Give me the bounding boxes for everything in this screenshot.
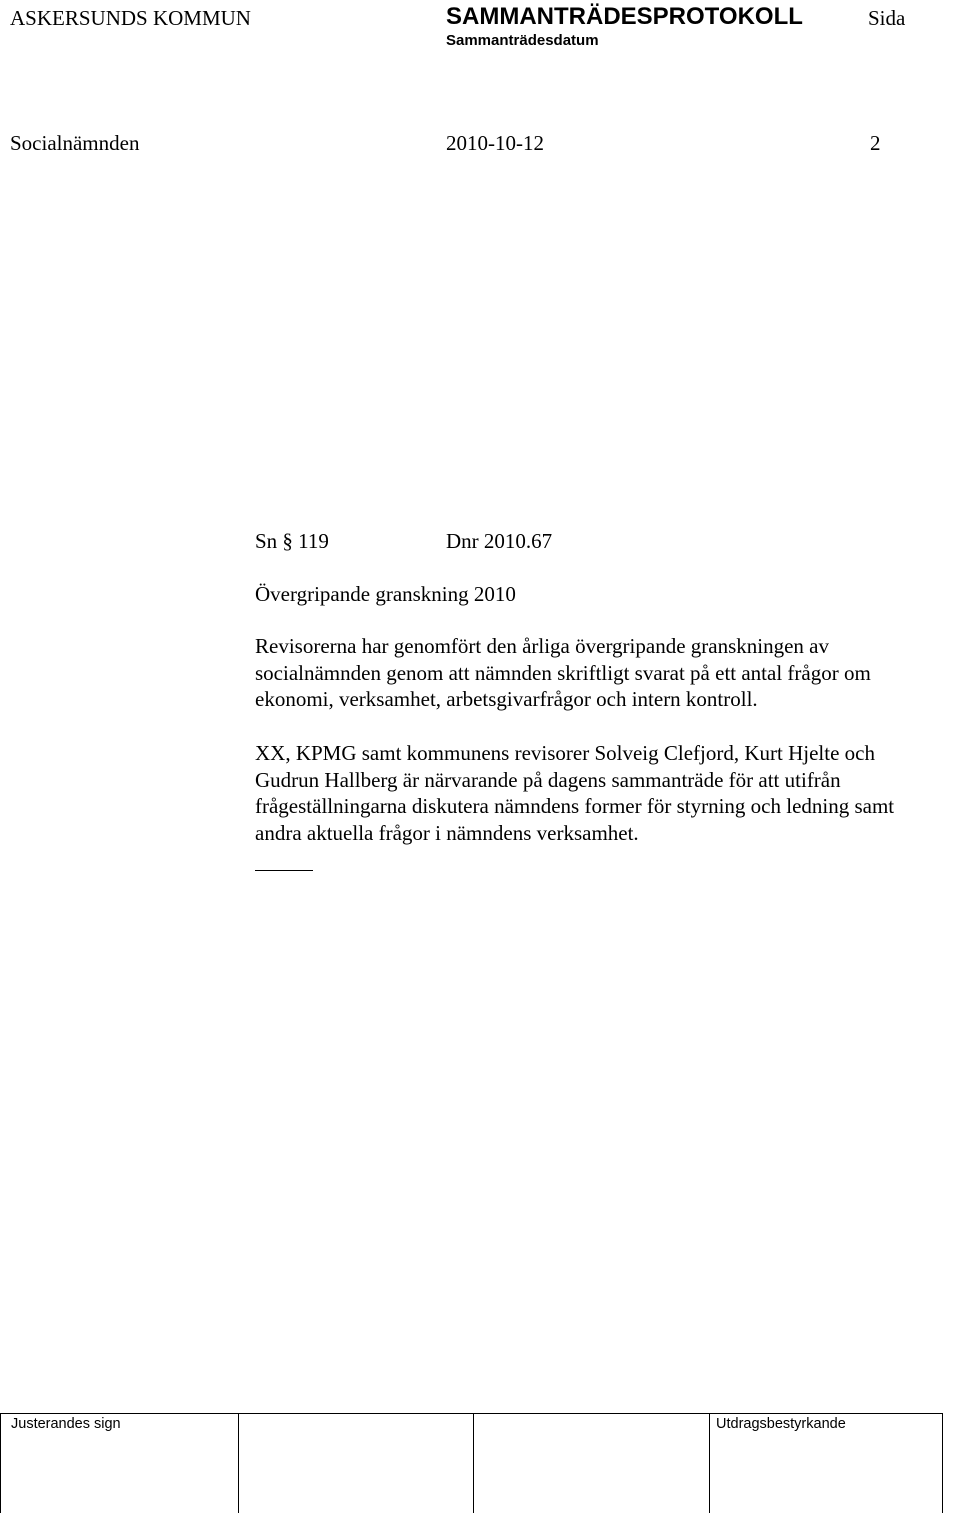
signature-table [0,1413,943,1513]
paragraph-line: ekonomi, verksamhet, arbetsgivarfrågor och intern kontroll. [255,687,758,711]
diary-number: Dnr 2010.67 [446,529,553,553]
section-end-rule [255,870,313,871]
paragraph-reference: Sn § 119 [255,529,329,553]
adjuster-sign-cell [0,1414,238,1513]
body-paragraph [255,633,871,713]
paragraph-line: XX, KPMG samt kommunens revisorer Solveig Clefjord, Kurt Hjelte och [255,741,875,765]
signature-cell [473,1414,709,1513]
signature-cell [238,1414,473,1513]
page-number: 2 [870,131,881,155]
item-heading: Övergripande granskning 2010 [255,582,516,606]
body-paragraph [255,740,894,846]
paragraph-line: andra aktuella frågor i nämndens verksamhet. [255,820,639,845]
page-label: Sida [868,6,906,30]
extract-certification-cell [709,1414,943,1513]
adjuster-sign-label: Justerandes sign [11,1416,121,1432]
meeting-date: 2010-10-12 [446,131,544,155]
meeting-date-label: Sammanträdesdatum [446,32,599,49]
paragraph-line: socialnämnden genom att nämnden skriftligt svarat på ett antal frågor om [255,660,871,685]
document-type-title: SAMMANTRÄDESPROTOKOLL [446,3,803,30]
committee-name: Socialnämnden [10,131,140,155]
paragraph-line: frågeställningarna diskutera nämndens former för styrning och ledning samt [255,794,895,818]
extract-certification-label: Utdragsbestyrkande [716,1416,846,1432]
paragraph-line: Revisorerna har genomfört den årliga övergripande granskningen av [255,634,829,658]
municipality-name: ASKERSUNDS KOMMUN [10,6,251,30]
paragraph-line: Gudrun Hallberg är närvarande på dagens sammanträde för att utifrån [255,767,841,792]
